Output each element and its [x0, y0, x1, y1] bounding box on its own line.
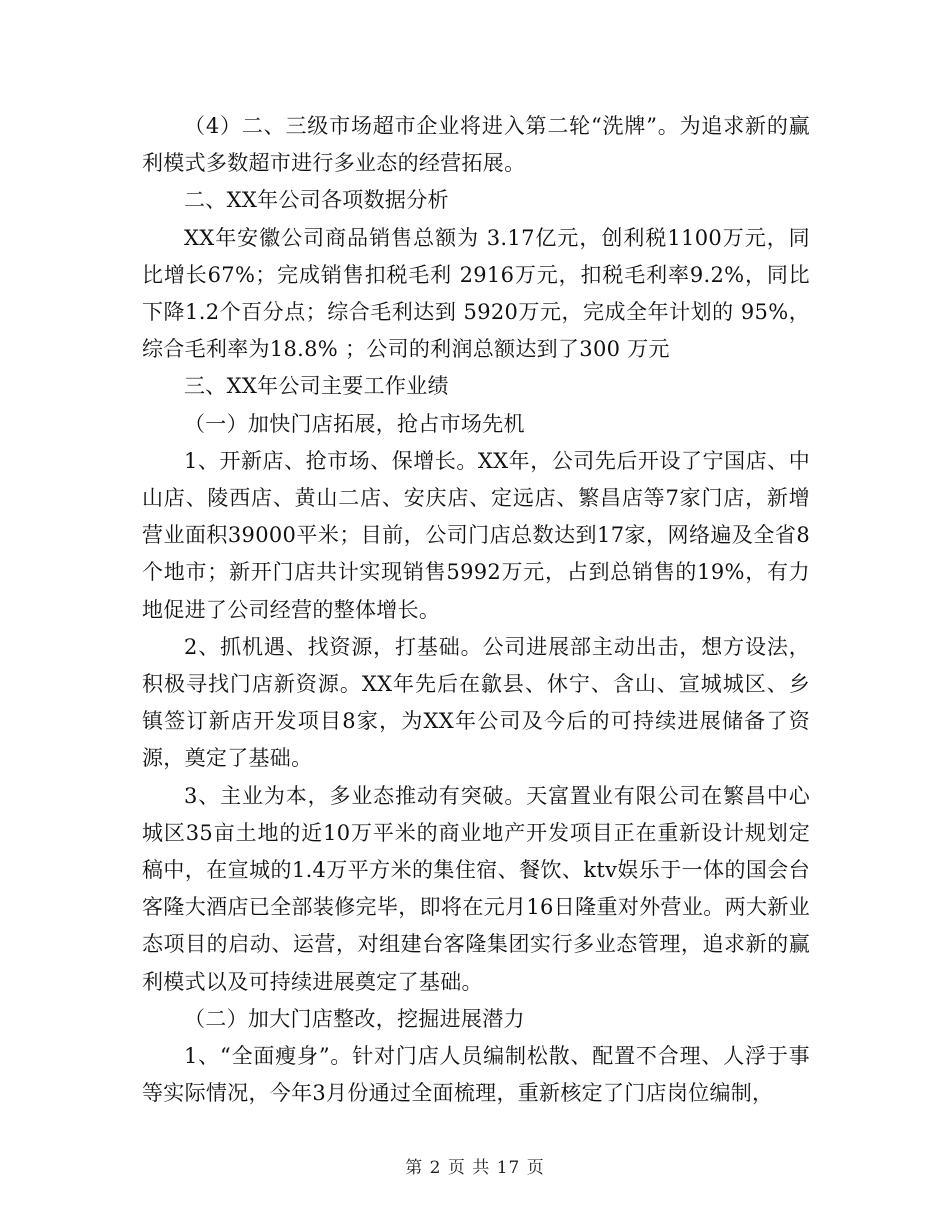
paragraph-financial-figures: XX年安徽公司商品销售总额为 3.17亿元，创利税1100万元，同比增长67%；完成销售扣税毛利 2916万元，扣税毛利率9.2%，同比下降1.2个百分点；综合毛利达到 5920万元，完成全年计划的 95%，综合毛利率为18.8% ；公司的利润总额达到了300 万元	[142, 225, 810, 362]
paragraph-new-stores: 1、开新店、抢市场、保增长。XX年，公司先后开设了宁国店、中山店、陵西店、黄山二店、安庆店、定远店、繁昌店等7家门店，新增营业面积39000平米；目前，公司门店总数达到17家，网络遍及全省8个地市；新开门店共计实现销售5992万元，占到总销售的19%，有力地促进了公司经营的整体增长。	[142, 448, 810, 622]
document-body	[142, 108, 810, 1112]
paragraph-resources: 2、抓机遇、找资源，打基础。公司进展部主动出击，想方设法，积极寻找门店新资源。XX年先后在歙县、休宁、含山、宣城城区、乡镇签订新店开发项目8家，为XX年公司及今后的可持续进展储备了资源，奠定了基础。	[142, 634, 810, 771]
subsection-heading-store-rectification: （二）加大门店整改，挖掘进展潜力	[184, 1006, 525, 1031]
section-heading-achievements: 三、XX年公司主要工作业绩	[184, 374, 449, 399]
paragraph-market-reshuffle: （4）二、三级市场超市企业将进入第二轮“洗牌”。为追求新的赢利模式多数超市进行多业态的经营拓展。	[142, 114, 810, 176]
subsection-heading-store-expansion: （一）加快门店拓展，抢占市场先机	[184, 411, 525, 436]
section-heading-data-analysis: 二、XX年公司各项数据分析	[184, 188, 449, 213]
paragraph-slimming: 1、“全面瘦身”。针对门店人员编制松散、配置不合理、人浮于事等实际情况，今年3月份通过全面梳理，重新核定了门店岗位编制，	[142, 1044, 810, 1106]
page-footer: 第 2 页 共 17 页	[405, 1158, 545, 1178]
paragraph-multi-format: 3、主业为本，多业态推动有突破。天富置业有限公司在繁昌中心城区35亩土地的近10万平米的商业地产开发项目正在重新设计规划定稿中，在宣城的1.4万平方米的集住宿、餐饮、ktv娱乐于一体的国会台客隆大酒店已全部装修完毕，即将在元月16日隆重对外营业。两大新业态项目的启动、运营，对组建台客隆集团实行多业态管理，追求新的赢利模式以及可持续进展奠定了基础。	[142, 783, 810, 994]
